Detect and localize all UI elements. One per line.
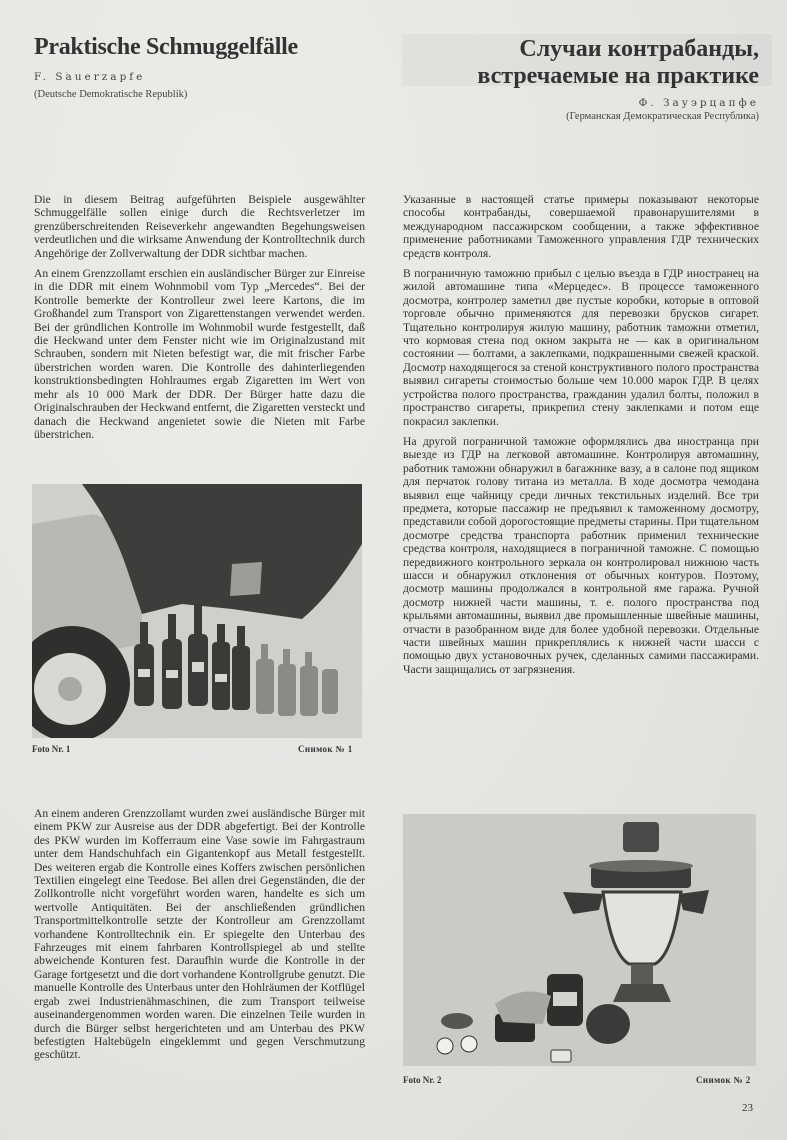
author-german: F. Sauerzapfe	[34, 71, 146, 83]
photo-2-samovar	[403, 814, 756, 1066]
german-column-top	[34, 193, 365, 448]
photo-2-illustration	[403, 814, 756, 1066]
photo-1-caption-german: Foto Nr. 1	[32, 744, 71, 754]
photo-2-caption-russian: Снимок № 2	[696, 1075, 751, 1085]
german-column-bottom	[34, 807, 365, 1069]
german-paragraph-intro: Die in diesem Beitrag aufgeführten Beispiele ausgewählter Schmuggelfälle sollen einige durch die Rechtsverletzer im grenzüberschreitenden Reiseverkehr angewandten Begehungsweisen verdeutlichen und die wirksame Anwendung der Kontrolltechnik durch Angehörige der Zollverwaltung der DDR sichtbar machen.	[34, 193, 365, 260]
photo-1-illustration	[32, 484, 362, 738]
photo-1-caption-russian: Снимок № 1	[298, 744, 353, 754]
article-title-german: Praktische Schmuggelfälle	[34, 34, 298, 60]
country-russian: (Германская Демократическая Республика)	[566, 111, 759, 122]
article-title-russian	[477, 36, 759, 90]
german-paragraph-case-2: An einem anderen Grenzzollamt wurden zwei ausländische Bürger mit einem PKW zur Ausreise aus der DDR abgefertigt. Bei der Kontrolle des PKW wurden im Kofferraum eine Vase sowie im Fahrgastraum unter dem Handschuhfach ein Gigantenkopf aus Metall festgestellt. Des weiteren ergab die Kontrolle eines Koffers zwischen persönlichen Textilien eingelegt eine Teedose. Bei allen drei Gegenständen, die der Zollkontrolle nicht vorgeführt worden waren, handelte es sich um wertvolle Antiquitäten. Bei der anschließenden gründlichen Transportmittelkontrolle setzte der Kontrolleur am Grenzzollamt vorhandene Kontrolltechnik ein. Er spiegelte den Unterbau des Fahrzeuges mit einem fahrbaren Kontrollspiegel ab und stellte abweichende Konturen fest. Daraufhin wurde die Kontrolle in der Garage fortgesetzt und die dort vorhandene Kontrollgrube genutzt. Die manuelle Kontrolle des Unterbaus unter den Hohlräumen der Kotflügel ergab zwei Industrienähmaschinen, die zum Transport teilweise auseinandergenommen worden waren. Die einzelnen Teile wurden in durch die Bürger selbst hergerichteten und am Unterbau des PKW befestigten Haltebügeln eingeklemmt und gegen Verschmutzung geschützt.	[34, 807, 365, 1062]
author-russian: Ф. Зауэрцапфе	[638, 97, 759, 109]
russian-column	[403, 193, 759, 683]
title-russian-line-2: встречаемые на практике	[477, 63, 759, 89]
russian-paragraph-intro: Указанные в настоящей статье примеры показывают некоторые способы контрабанды, совершаемой правонарушителями в международном пассажирском сообщении, а также эффективное применение работниками Таможенного управления ГДР технических средств контроля.	[403, 193, 759, 260]
russian-paragraph-case-2: На другой пограничной таможне оформлялись два иностранца при выезде из ГДР на легковой автомашине. Контролируя автомашину, работник таможни обнаружил в багажнике вазу, а в салоне под ящиком для перчаток голову титана из металла. В ходе досмотра чемодана выявил еще чайницу среди личных текстильных изделий. Все три предмета, которые пассажир не предъявил к таможенному досмотру, представили собой дорогостоящие предметы старины. При тщательном досмотре средства транспорта работник применил технические средства контроля, находящиеся в пограничной таможне. С помощью передвижного контрольного зеркала он контролировал нижнюю часть шасси и обнаружил отклонения от обычных контуров. Поэтому, досмотр машины продолжался в контрольной яме гаража. Ручной досмотр нижней части машины, т. е. полого пространства под крыльями автомашины, выявил две промышленные швейные машины, отчасти в разобранном виде для более удобной перевозки. Отдельные части швейных машин прикреплялись к нижней части шасси с помощью двух установочных ручек, сделанных самими пассажирами. Части защищались от загрязнения.	[403, 434, 759, 676]
country-german: (Deutsche Demokratische Republik)	[34, 89, 188, 100]
german-paragraph-case-1: An einem Grenzzollamt erschien ein ausländischer Bürger zur Einreise in die DDR mit einem Wohnmobil vom Typ „Mercedes“. Bei der Kontrolle bemerkte der Kontrolleur zwei leere Kartons, die im Großhandel zum Transport von Zigarettenstangen verwendet werden. Bei der gründlichen Kontrolle im Wohnmobil wurde festgestellt, daß die Heckwand unter dem Fenster nicht wie im Originalzustand mit Schrauben, sondern mit Nieten befestigt war, die mit frischer Farbe überstrichen worden waren. Die Kontrolle des dahinterliegenden konstruktionsbedingten Hohlraumes ergab Zigaretten im Wert von mehr als 10 000 Mark der DDR. Der Bürger hatte dazu die Originalschrauben der Heckwand entfernt, die Zigaretten versteckt und danach die Heckwand angenietet sowie die Nieten mit Farbe überstrichen.	[34, 267, 365, 441]
page-number: 23	[742, 1102, 753, 1114]
russian-paragraph-case-1: В пограничную таможню прибыл с целью въезда в ГДР иностранец на жилой автомашине типа «Мерцедес». В процессе таможенного досмотра, контролер заметил две пустые коробки, которые в оптовой торговле обычно применяются для перевозки брусков сигарет. Тщательно контролируя жилую машину, работник таможни отметил, что кормовая стена под окном закрыта не — как в оригинальном состоянии — болтами, а заклепками, подкрашенными свежей краской. Досмотр находящегося за стеной конструктивного полого пространства выявил сигареты стоимостью больше чем 10.000 марок ГДР. В целях устройства полого пространства, гражданин удалил болты, положил в пространство сигареты, прикрепил стену заклепками и потом еще покрасил заклепки.	[403, 267, 759, 428]
title-russian-line-1: Случаи контрабанды,	[519, 36, 759, 62]
photo-2-caption-german: Foto Nr. 2	[403, 1075, 442, 1085]
photo-1-car-bottles	[32, 484, 362, 738]
